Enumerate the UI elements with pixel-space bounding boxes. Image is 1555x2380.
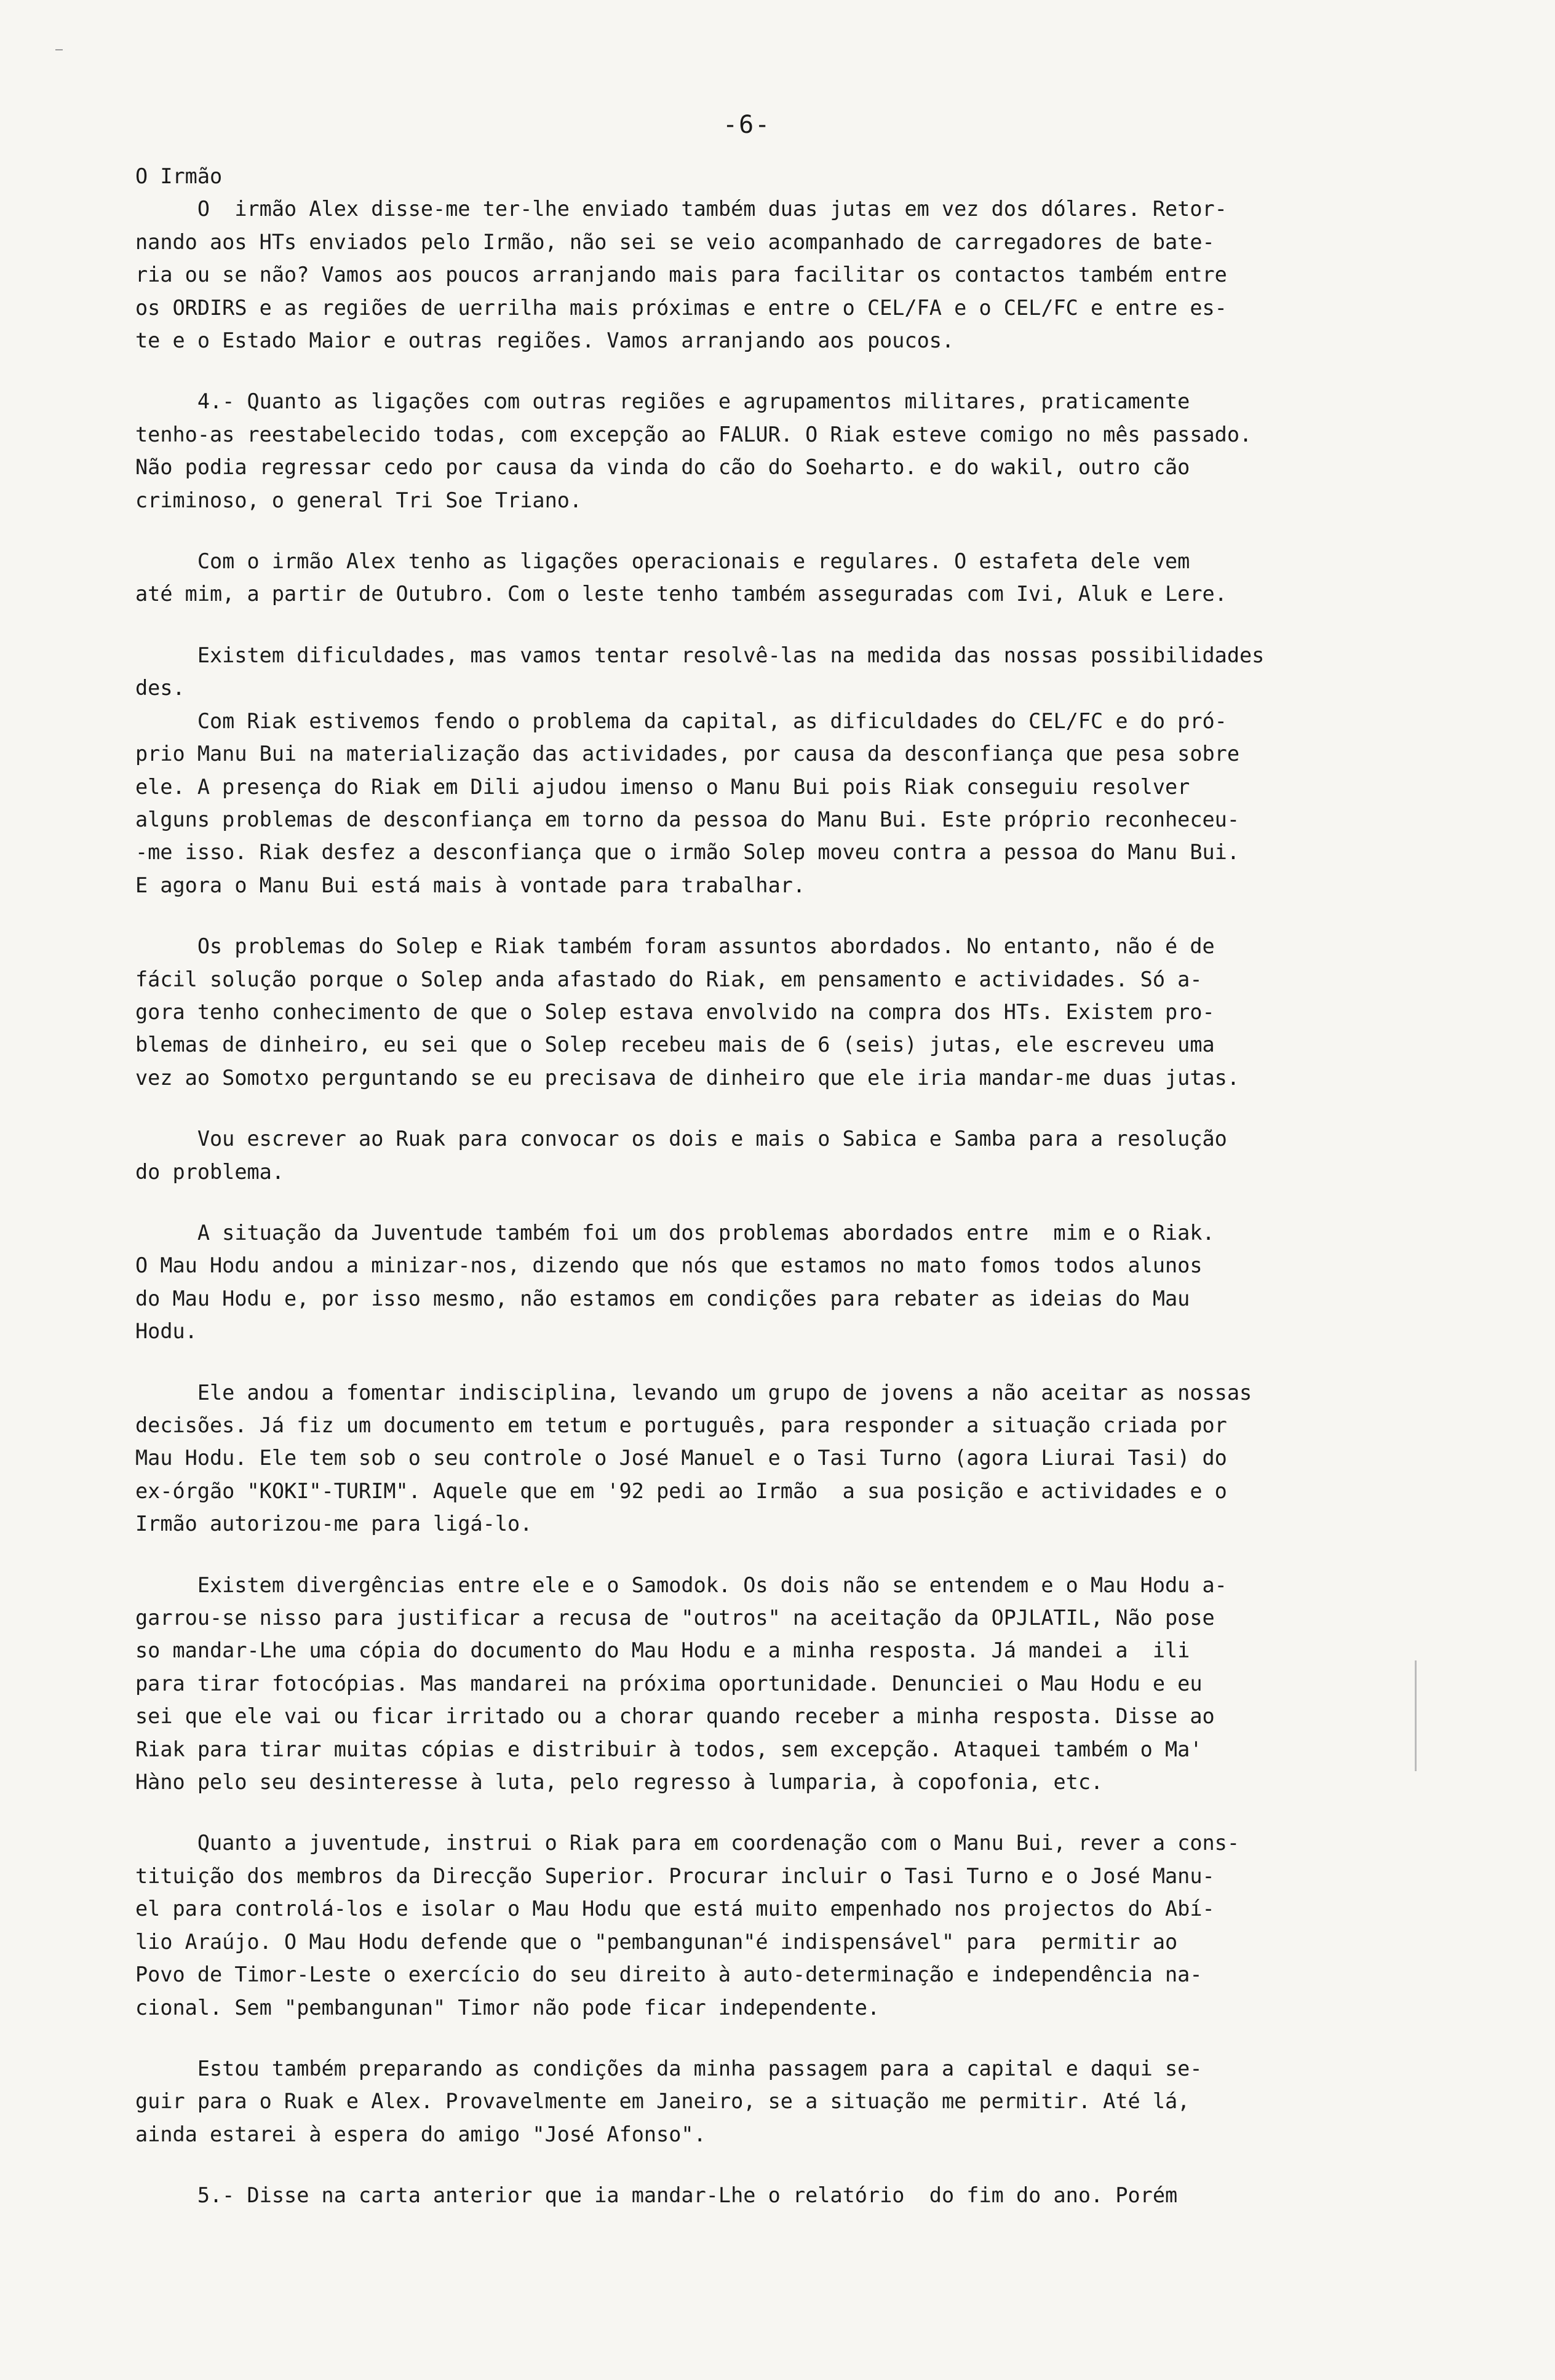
text-line: decisões. Já fiz um documento em tetum e português, para responder a situação criada por: [135, 1413, 1227, 1437]
text-line: garrou-se nisso para justificar a recusa de "outros" na aceitação da OPJLATIL, Não pose: [135, 1606, 1215, 1630]
text-line: os ORDIRS e as regiões de uerrilha mais próximas e entre o CEL/FA e o CEL/FC e entre es-: [135, 295, 1227, 320]
paragraph: [135, 160, 1458, 357]
margin-mark: [1415, 1660, 1420, 1771]
text-line: ele. A presença do Riak em Dili ajudou imenso o Manu Bui pois Riak conseguiu resolver: [135, 774, 1190, 799]
text-line: so mandar-Lhe uma cópia do documento do Mau Hodu e a minha resposta. Já mandei a ili: [135, 1638, 1190, 1663]
paragraph: [135, 1569, 1458, 1799]
paragraph: [135, 930, 1458, 1094]
text-line: ria ou se não? Vamos aos poucos arranjando mais para facilitar os contactos também entre: [135, 263, 1227, 287]
paragraph: [135, 1122, 1458, 1188]
scan-mark: [55, 49, 63, 58]
paragraph: [135, 2179, 1458, 2211]
text-line: prio Manu Bui na materialização das actividades, por causa da desconfiança que pesa sobre: [135, 742, 1240, 766]
text-line: criminoso, o general Tri Soe Triano.: [135, 488, 583, 512]
text-line: Não podia regressar cedo por causa da vinda do cão do Soeharto. e do wakil, outro cão: [135, 455, 1190, 480]
text-line: Estou também preparando as condições da minha passagem para a capital e daqui se-: [135, 2056, 1203, 2081]
text-line: O irmão Alex disse-me ter-lhe enviado também duas jutas em vez dos dólares. Retor-: [135, 197, 1227, 221]
text-line: vez ao Somotxo perguntando se eu precisava de dinheiro que ele iria mandar-me duas jutas.: [135, 1065, 1240, 1090]
text-line: Com o irmão Alex tenho as ligações operacionais e regulares. O estafeta dele vem: [135, 549, 1190, 574]
paragraph: [135, 545, 1458, 611]
text-line: Riak para tirar muitas cópias e distribuir à todos, sem excepção. Ataquei também o Ma': [135, 1737, 1203, 1761]
text-line: tenho-as reestabelecido todas, com excepção ao FALUR. O Riak esteve comigo no mês passado.: [135, 422, 1252, 446]
text-line: fácil solução porque o Solep anda afastado do Riak, em pensamento e actividades. Só a-: [135, 967, 1203, 991]
text-line: Hàno pelo seu desinteresse à luta, pelo regresso à lumparia, à copofonia, etc.: [135, 1770, 1104, 1795]
text-line: A situação da Juventude também foi um dos problemas abordados entre mim e o Riak.: [135, 1220, 1215, 1245]
text-line: Quanto a juventude, instrui o Riak para em coordenação com o Manu Bui, rever a cons-: [135, 1831, 1240, 1855]
text-line: alguns problemas de desconfiança em torno da pessoa do Manu Bui. Este próprio reconheceu-: [135, 807, 1240, 831]
text-line: gora tenho conhecimento de que o Solep estava envolvido na compra dos HTs. Existem pro-: [135, 999, 1215, 1024]
text-line: des.: [135, 676, 185, 700]
page-number: -6-: [723, 111, 771, 139]
text-line: 4.- Quanto as ligações com outras regiões e agrupamentos militares, praticamente: [135, 389, 1190, 414]
text-line: Mau Hodu. Ele tem sob o seu controle o José Manuel e o Tasi Turno (agora Liurai Tasi) do: [135, 1446, 1227, 1470]
letter-body: [135, 160, 1458, 2240]
paragraph: [135, 385, 1458, 517]
paragraph: [135, 639, 1458, 902]
text-line: para tirar fotocópias. Mas mandarei na próxima oportunidade. Denunciei o Mau Hodu e eu: [135, 1671, 1203, 1696]
text-line: O Mau Hodu andou a minizar-nos, dizendo que nós que estamos no mato fomos todos alunos: [135, 1253, 1203, 1278]
text-line: lio Araújo. O Mau Hodu defende que o "pembangunan"é indispensável" para permitir ao: [135, 1929, 1178, 1954]
text-line: guir para o Ruak e Alex. Provavelmente em Janeiro, se a situação me permitir. Até lá,: [135, 2089, 1190, 2114]
text-line: el para controlá-los e isolar o Mau Hodu que está muito empenhado nos projectos do Abí-: [135, 1897, 1215, 1921]
text-line: Irmão autorizou-me para ligá-lo.: [135, 1512, 533, 1536]
text-line: até mim, a partir de Outubro. Com o leste tenho também asseguradas com Ivi, Aluk e Lere.: [135, 582, 1227, 606]
text-line: Povo de Timor-Leste o exercício do seu direito à auto-determinação e independência na-: [135, 1962, 1203, 1987]
text-line: cional. Sem "pembangunan" Timor não pode ficar independente.: [135, 1995, 880, 2020]
text-line: O Irmão: [135, 164, 223, 188]
text-line: ainda estarei à espera do amigo "José Afonso".: [135, 2122, 706, 2146]
text-line: sei que ele vai ou ficar irritado ou a chorar quando receber a minha resposta. Disse ao: [135, 1704, 1215, 1729]
text-line: Existem dificuldades, mas vamos tentar resolvê-las na medida das nossas possibilidades: [135, 643, 1265, 667]
text-line: do Mau Hodu e, por isso mesmo, não estamos em condições para rebater as ideias do Mau: [135, 1286, 1190, 1311]
text-line: tituição dos membros da Direcção Superior. Procurar incluir o Tasi Turno e o José Manu-: [135, 1863, 1215, 1888]
text-line: Com Riak estivemos fendo o problema da capital, as dificuldades do CEL/FC e do pró-: [135, 708, 1227, 733]
text-line: Vou escrever ao Ruak para convocar os dois e mais o Sabica e Samba para a resolução: [135, 1127, 1227, 1151]
text-line: Os problemas do Solep e Riak também foram assuntos abordados. No entanto, não é de: [135, 934, 1215, 959]
text-line: do problema.: [135, 1159, 285, 1184]
paragraph: [135, 1827, 1458, 2023]
text-line: nando aos HTs enviados pelo Irmão, não sei se veio acompanhado de carregadores de bate-: [135, 229, 1215, 254]
text-line: 5.- Disse na carta anterior que ia mandar-Lhe o relatório do fim do ano. Porém: [135, 2183, 1178, 2208]
text-line: E agora o Manu Bui está mais à vontade para trabalhar.: [135, 873, 806, 897]
paragraph: [135, 1216, 1458, 1348]
text-line: te e o Estado Maior e outras regiões. Vamos arranjando aos poucos.: [135, 328, 955, 353]
text-line: Existem divergências entre ele e o Samodok. Os dois não se entendem e o Mau Hodu a-: [135, 1573, 1227, 1597]
paragraph: [135, 2052, 1458, 2151]
text-line: blemas de dinheiro, eu sei que o Solep recebeu mais de 6 (seis) jutas, ele escreveu uma: [135, 1033, 1215, 1057]
text-line: Ele andou a fomentar indisciplina, levando um grupo de jovens a não aceitar as nossas: [135, 1380, 1252, 1405]
text-line: Hodu.: [135, 1319, 197, 1344]
text-line: ex-órgão "KOKI"-TURIM". Aquele que em '92 pedi ao Irmão a sua posição e actividades e o: [135, 1478, 1227, 1503]
text-line: -me isso. Riak desfez a desconfiança que o irmão Solep moveu contra a pessoa do Manu Bui.: [135, 840, 1240, 865]
paragraph: [135, 1376, 1458, 1541]
